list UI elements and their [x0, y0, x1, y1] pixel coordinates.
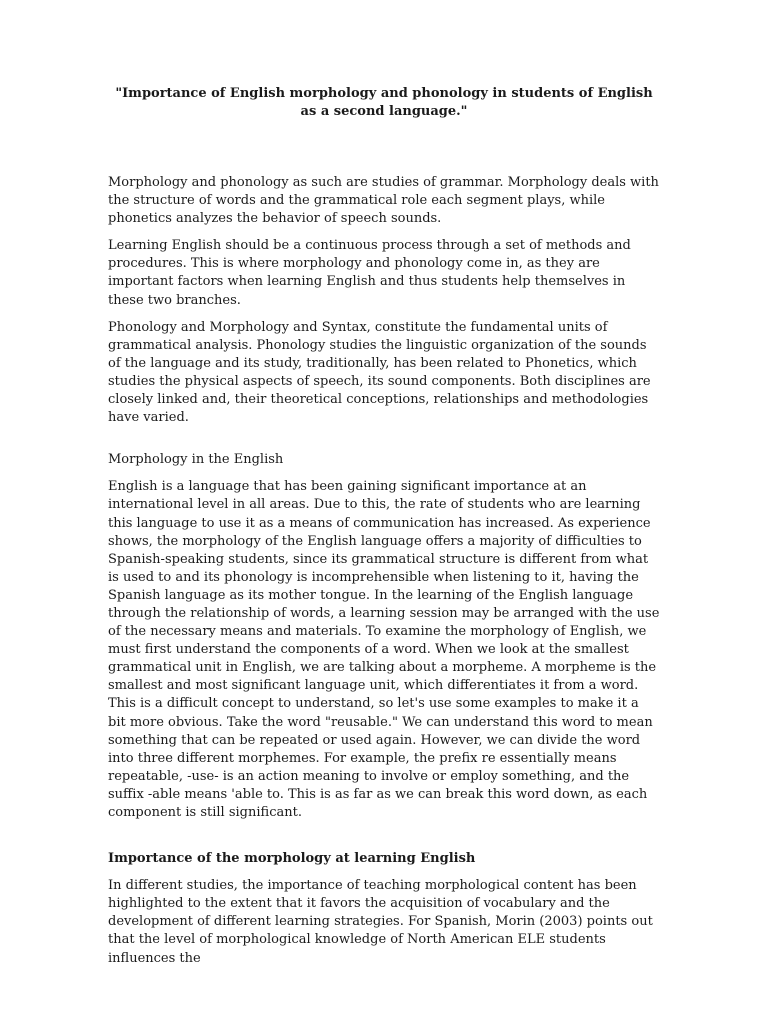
paragraph-phonology: Phonology and Morphology and Syntax, constitute the fundamental units of grammatical analysis. Phonology studies the linguistic organization of the sounds of the language and its study, traditionally, has been related to Phonetics, which studies the physical aspects of speech, its sound components. Both disciplines are closely linked and, their theoretical conceptions, relationships and methodologies have varied. [108, 319, 651, 426]
paragraph-learning: Learning English should be a continuous process through a set of methods and procedures. This is where morphology and phonology come in, as they are important factors when learning English and thus students help themselves in these two branches. [108, 238, 631, 308]
section-heading-morphology: Morphology in the English [108, 452, 284, 468]
paragraph-morphology-english: English is a language that has been gaining significant importance at an international level in all areas. Due to this, the rate of students who are learning this language to use it as a means of communication has increased. As experience shows, the morphology of the English language offers a majority of difficulties to Spanish-speaking students, since its grammatical structure is different from what is used to and its phonology is incomprehensible when listening to it, having the Spanish language as its mother tongue. In the learning of the English language through the relationship of words, a learning session may be arranged with the use of the necessary means and materials. To examine the morphology of English, we must first understand the components of a word. When we look at the smallest grammatical unit in English, we are talking about a morpheme. A morpheme is the smallest and most significant language unit, which differentiates it from a word. This is a difficult concept to understand, so let's use some examples to make it a bit more obvious. Take the word "reusable." We can understand this word to mean something that can be repeated or used again. However, we can divide the word into three different morphemes. For example, the prefix re essentially means repeatable, -use- is an action meaning to involve or employ something, and the suffix -able means 'able to. This is as far as we can break this word down, as each component is still significant. [108, 479, 660, 820]
paragraph-intro: Morphology and phonology as such are studies of grammar. Morphology deals with the structure of words and the grammatical role each segment plays, while phonetics analyzes the behavior of speech sounds. [108, 175, 659, 227]
paragraph-importance: In different studies, the importance of teaching morphological content has been highlighted to the extent that it favors the acquisition of vocabulary and the development of different learning strategies. For Spanish, Morin (2003) points out that the level of morphological knowledge of North American ELE students influences the [108, 878, 653, 966]
document-title: "Importance of English morphology and phonology in students of English as a second language." [115, 86, 653, 119]
section-heading-importance: Importance of the morphology at learning English [108, 851, 476, 867]
document-body [108, 174, 660, 977]
